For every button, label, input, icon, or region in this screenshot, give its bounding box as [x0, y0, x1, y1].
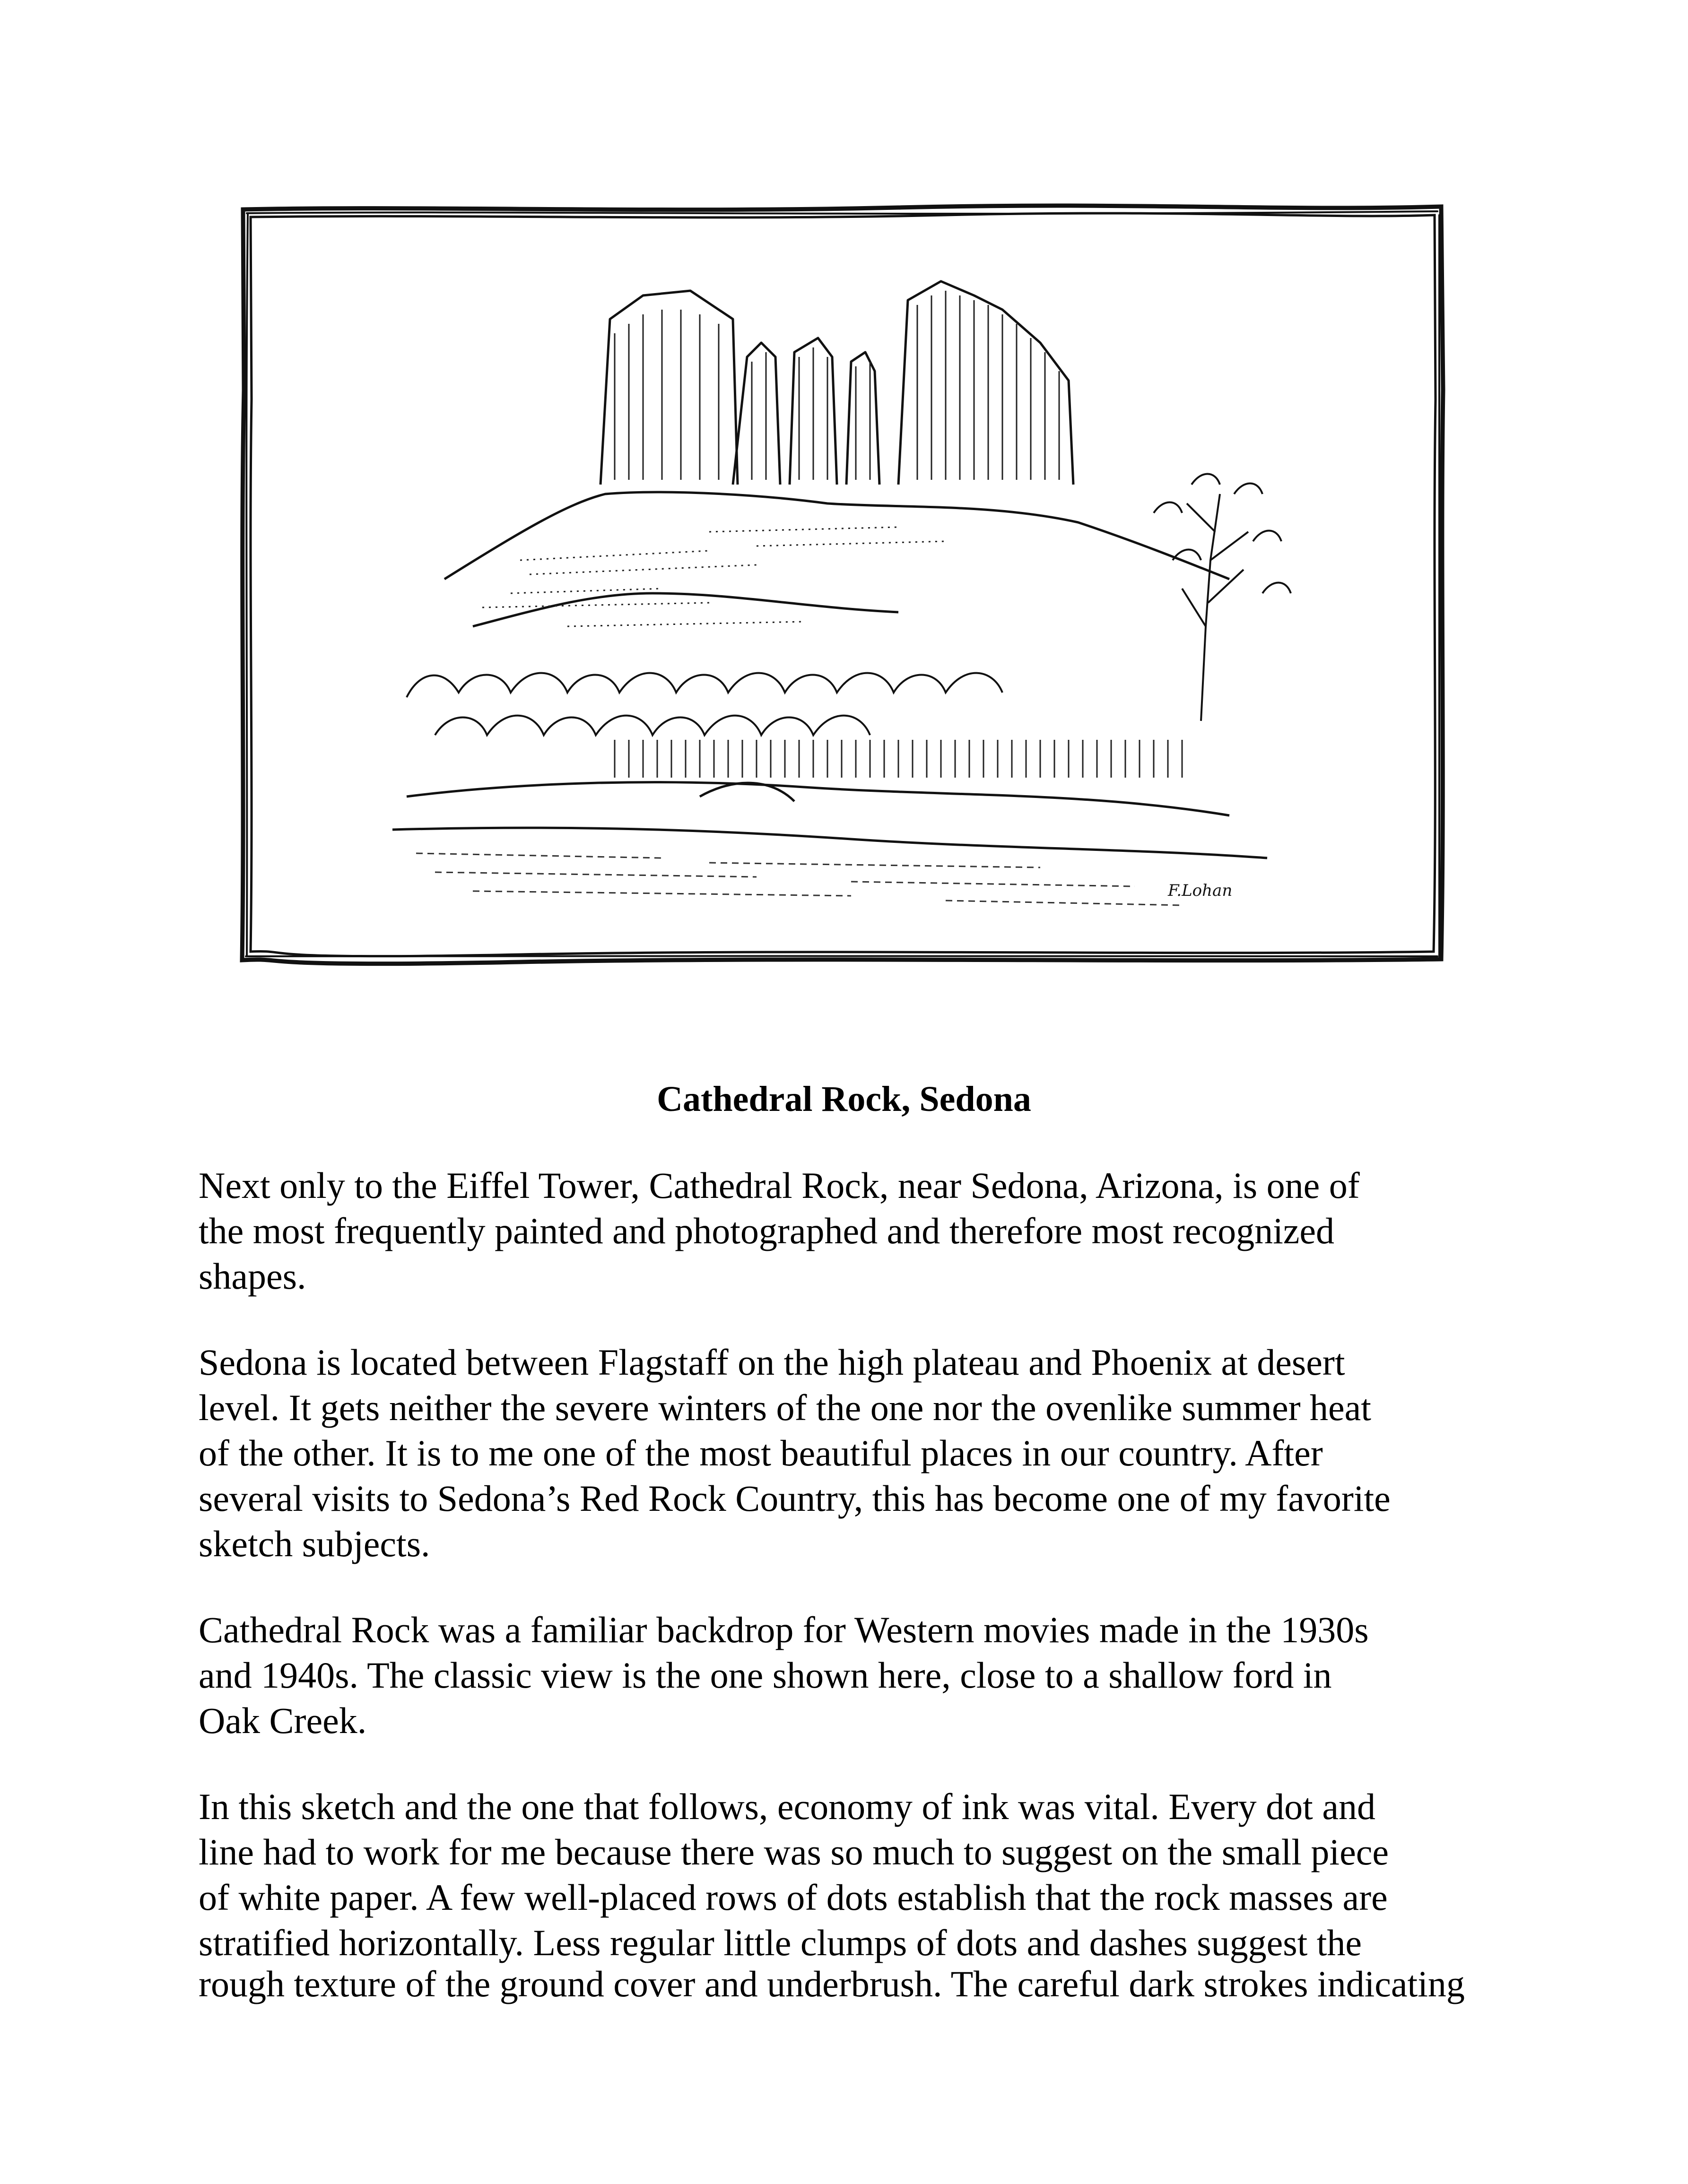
rock-formations [444, 281, 1229, 626]
foliage [407, 673, 1002, 735]
paragraph: Next only to the Eiffel Tower, Cathedral Rock, near Sedona, Arizona, is one of the most frequently painted and photographed and therefore most recognized shapes. [199, 1165, 1360, 1297]
artist-signature: F.Lohan [1168, 881, 1233, 900]
underbrush-strokes [615, 740, 1182, 778]
rock-hatching [615, 291, 1059, 480]
page-title: Cathedral Rock, Sedona [657, 1079, 1031, 1119]
paragraph: Cathedral Rock was a familiar backdrop for Western movies made in the 1930s and 1940s. The classic view is the one shown here, close to a shallow ford in Oak Creek. [199, 1609, 1369, 1741]
article-body [199, 1163, 1504, 2006]
water-ripples [416, 853, 1182, 905]
paragraph: In this sketch and the one that follows, economy of ink was vital. Every dot and line had to work for me because there was so much to suggest on the small piece of white paper. A few well-placed rows of dots establish that the rock masses are stratified horizontally. Less regular little clumps of dots and dashes suggest the [199, 1786, 1389, 1963]
tree [1154, 474, 1291, 721]
sketch-frame [242, 206, 1443, 964]
creek [392, 782, 1267, 858]
cut-off-text: rough texture of the ground cover and underbrush. The careful dark strokes indicating [199, 1963, 1465, 2004]
cut-off-text-line [199, 1963, 1504, 2007]
paragraph: Sedona is located between Flagstaff on the high plateau and Phoenix at desert level. It gets neither the severe winters of the one nor the ovenlike summer heat of the other. It is to me one of the most beautiful places in our country. After several visits to Sedona’s Red Rock Country, this has become one of my favorite sketch subjects. [199, 1342, 1391, 1564]
sketch-drawing [236, 201, 1447, 967]
cathedral-rock-illustration [236, 201, 1447, 967]
